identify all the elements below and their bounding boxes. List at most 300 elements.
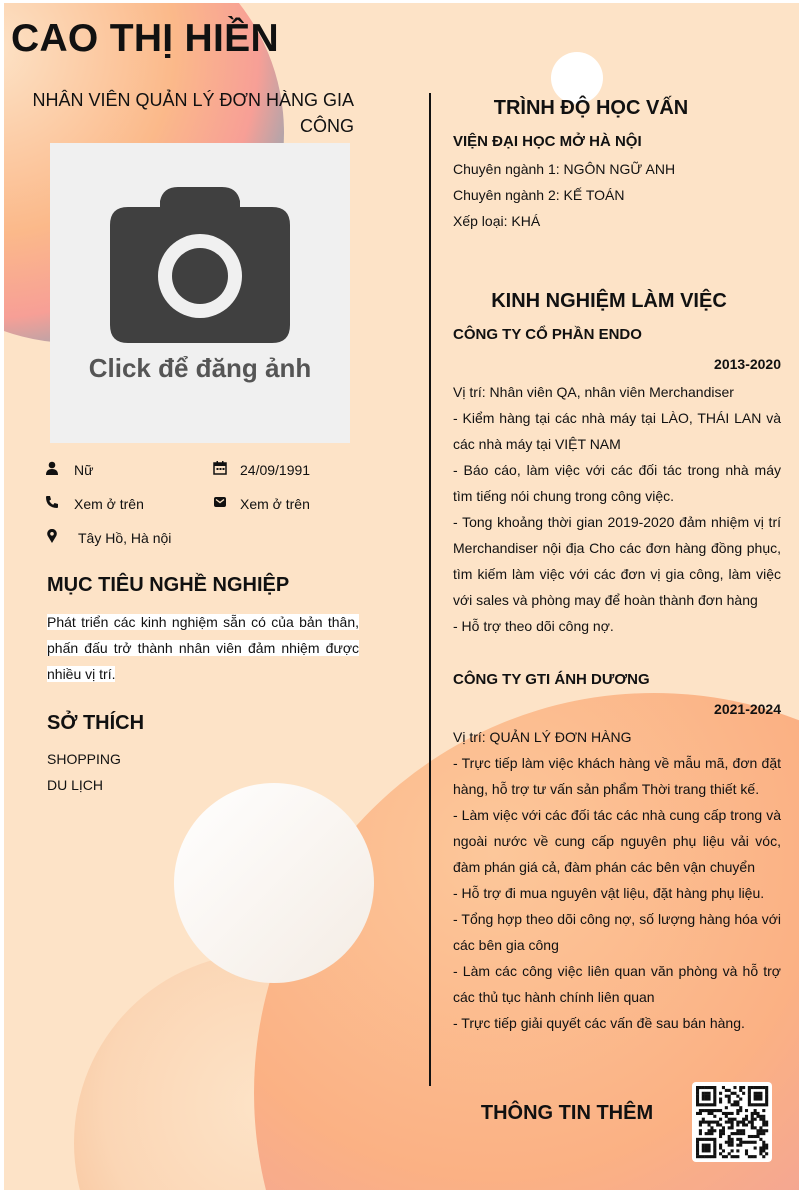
qr-module <box>754 1135 757 1138</box>
education-line: Chuyên ngành 1: NGÔN NGỮ ANH <box>453 161 676 177</box>
qr-module <box>719 1109 722 1112</box>
qr-module <box>699 1132 702 1135</box>
user-icon <box>45 461 59 475</box>
qr-module <box>756 1092 759 1095</box>
qr-module <box>725 1155 728 1158</box>
qr-module <box>696 1086 699 1089</box>
qr-module <box>708 1146 711 1149</box>
qr-module <box>759 1098 762 1101</box>
qr-module <box>708 1095 711 1098</box>
qr-module <box>762 1132 765 1135</box>
qr-module <box>722 1132 725 1135</box>
qr-module <box>736 1149 739 1152</box>
experience-heading: KINH NGHIỆM LÀM VIỆC <box>491 290 727 312</box>
qr-module <box>751 1118 754 1121</box>
qr-module <box>705 1132 708 1135</box>
hobby-item: SHOPPING <box>47 751 121 767</box>
qr-module <box>756 1115 759 1118</box>
qr-module <box>748 1089 751 1092</box>
qr-module <box>731 1138 734 1141</box>
qr-module <box>699 1138 702 1141</box>
qr-module <box>705 1149 708 1152</box>
qr-module <box>733 1132 736 1135</box>
objective-heading: MỤC TIÊU NGHỀ NGHIỆP <box>47 574 290 596</box>
qr-module <box>742 1141 745 1144</box>
qr-module <box>742 1092 745 1095</box>
more-info-heading: THÔNG TIN THÊM <box>480 1102 654 1124</box>
qr-module <box>713 1115 716 1118</box>
qr-module <box>733 1118 736 1121</box>
email-value: Xem ở trên <box>240 496 310 512</box>
qr-module <box>756 1103 759 1106</box>
qr-module <box>754 1118 757 1121</box>
qr-module <box>762 1103 765 1106</box>
qr-module <box>699 1129 702 1132</box>
qr-module <box>702 1149 705 1152</box>
qr-module <box>739 1144 742 1147</box>
qr-module <box>696 1138 699 1141</box>
qr-module <box>765 1152 768 1155</box>
email-icon <box>213 495 227 509</box>
phone-value: Xem ở trên <box>74 496 144 512</box>
qr-module <box>736 1100 739 1103</box>
qr-module <box>745 1149 748 1152</box>
qr-module <box>759 1086 762 1089</box>
qr-module <box>713 1109 716 1112</box>
qr-module <box>696 1152 699 1155</box>
qr-module <box>728 1141 731 1144</box>
qr-module <box>745 1109 748 1112</box>
company-name: CÔNG TY GTI ÁNH DƯƠNG <box>453 671 650 688</box>
qr-module <box>708 1109 711 1112</box>
qr-module <box>728 1135 731 1138</box>
qr-module <box>733 1103 736 1106</box>
school-name: VIỆN ĐẠI HỌC MỞ HÀ NỘI <box>453 133 642 150</box>
qr-module <box>745 1115 748 1118</box>
qr-module <box>708 1129 711 1132</box>
objective-text <box>47 609 359 687</box>
qr-module <box>705 1121 708 1124</box>
column-divider <box>429 93 431 1086</box>
qr-module <box>696 1149 699 1152</box>
qr-module <box>705 1095 708 1098</box>
qr-module <box>710 1121 713 1124</box>
qr-module <box>696 1089 699 1092</box>
qr-module <box>751 1121 754 1124</box>
qr-module <box>708 1103 711 1106</box>
qr-module <box>733 1086 736 1089</box>
qr-module <box>748 1121 751 1124</box>
qr-module <box>754 1155 757 1158</box>
qr-module <box>713 1138 716 1141</box>
qr-module <box>742 1129 745 1132</box>
qr-module <box>702 1121 705 1124</box>
qr-module <box>731 1121 734 1124</box>
qr-module <box>736 1132 739 1135</box>
qr-module <box>759 1118 762 1121</box>
qr-module <box>751 1115 754 1118</box>
qr-module <box>765 1089 768 1092</box>
qr-module <box>742 1118 745 1121</box>
qr-module <box>708 1132 711 1135</box>
qr-module <box>739 1106 742 1109</box>
qr-module <box>705 1092 708 1095</box>
qr-module <box>736 1138 739 1141</box>
qr-module <box>736 1155 739 1158</box>
qr-module <box>759 1092 762 1095</box>
address-value: Tây Hồ, Hà nội <box>78 530 172 546</box>
cv-page <box>4 3 799 1190</box>
qr-module <box>702 1086 705 1089</box>
qr-module <box>696 1103 699 1106</box>
qr-module <box>728 1152 731 1155</box>
qr-module <box>762 1115 765 1118</box>
qr-module <box>731 1155 734 1158</box>
qr-module <box>722 1112 725 1115</box>
education-heading: TRÌNH ĐỘ HỌC VẤN <box>493 97 689 119</box>
qr-module <box>748 1092 751 1095</box>
qr-module <box>765 1100 768 1103</box>
qr-module <box>765 1095 768 1098</box>
qr-module <box>745 1123 748 1126</box>
qr-module <box>762 1118 765 1121</box>
qr-module <box>765 1086 768 1089</box>
qr-module <box>710 1138 713 1141</box>
qr-module <box>731 1112 734 1115</box>
job-line: - Làm các công việc liên quan văn phòng và hỗ trợ các thủ tục hành chính liên quan <box>453 963 781 1005</box>
qr-module <box>742 1123 745 1126</box>
qr-module <box>762 1121 765 1124</box>
qr-module <box>696 1098 699 1101</box>
qr-module <box>751 1123 754 1126</box>
qr-module <box>739 1132 742 1135</box>
qr-module <box>696 1100 699 1103</box>
job-line: - Làm việc với các đối tác các nhà cung cấp trong và ngoài nước về cung cấp nguyên phụ liệu vải vóc, đàm phán giá cả, đàm phán các bên vận chuyển <box>453 807 781 875</box>
qr-module <box>719 1144 722 1147</box>
qr-module <box>754 1098 757 1101</box>
qr-module <box>748 1086 751 1089</box>
qr-module <box>708 1112 711 1115</box>
qr-module <box>742 1121 745 1124</box>
qr-module <box>719 1123 722 1126</box>
education-section <box>453 133 781 234</box>
qr-module <box>754 1109 757 1112</box>
qr-module <box>754 1086 757 1089</box>
education-line: Chuyên ngành 2: KẾ TOÁN <box>453 187 625 203</box>
job-line: - Hỗ trợ theo dõi công nợ. <box>453 618 614 634</box>
qr-module <box>751 1155 754 1158</box>
qr-module <box>710 1109 713 1112</box>
phone-icon <box>45 495 59 509</box>
qr-module <box>742 1132 745 1135</box>
qr-module <box>705 1109 708 1112</box>
qr-module <box>748 1141 751 1144</box>
qr-module <box>754 1092 757 1095</box>
qr-module <box>754 1095 757 1098</box>
qr-module <box>728 1112 731 1115</box>
qr-module <box>716 1121 719 1124</box>
qr-module <box>731 1118 734 1121</box>
qr-module <box>725 1141 728 1144</box>
qr-module <box>728 1098 731 1101</box>
qr-module <box>719 1135 722 1138</box>
qr-module <box>739 1089 742 1092</box>
qr-module <box>736 1144 739 1147</box>
qr-code-graphic <box>692 1082 772 1162</box>
qr-module <box>765 1121 768 1124</box>
qr-module <box>759 1149 762 1152</box>
qr-module <box>739 1086 742 1089</box>
qr-module <box>754 1103 757 1106</box>
qr-module <box>745 1118 748 1121</box>
qr-module <box>702 1144 705 1147</box>
qr-module <box>713 1129 716 1132</box>
job-line: - Báo cáo, làm việc với các đối tác trong nhà máy tìm tiếng nói chung trong công việc. <box>453 462 781 504</box>
qr-module <box>756 1132 759 1135</box>
qr-module <box>733 1092 736 1095</box>
qr-module <box>759 1146 762 1149</box>
qr-module <box>731 1132 734 1135</box>
qr-module <box>722 1126 725 1129</box>
qr-module <box>728 1126 731 1129</box>
qr-module <box>702 1109 705 1112</box>
qr-module <box>696 1155 699 1158</box>
qr-module <box>754 1126 757 1129</box>
qr-module <box>748 1098 751 1101</box>
qr-module <box>754 1112 757 1115</box>
qr-module <box>702 1098 705 1101</box>
qr-module <box>708 1144 711 1147</box>
job-line: Vị trí: QUẢN LÝ ĐƠN HÀNG <box>453 729 632 745</box>
qr-module <box>710 1155 713 1158</box>
qr-module <box>713 1149 716 1152</box>
qr-module <box>725 1115 728 1118</box>
qr-module <box>731 1103 734 1106</box>
qr-module <box>702 1146 705 1149</box>
qr-module <box>699 1109 702 1112</box>
qr-module <box>742 1086 745 1089</box>
gender-value: Nữ <box>74 462 94 478</box>
qr-module <box>762 1149 765 1152</box>
qr-module <box>731 1126 734 1129</box>
qr-module <box>725 1095 728 1098</box>
qr-module <box>765 1146 768 1149</box>
qr-module <box>762 1155 765 1158</box>
qr-module <box>756 1135 759 1138</box>
qr-module <box>699 1121 702 1124</box>
company-name: CÔNG TY CỔ PHẦN ENDO <box>453 326 642 343</box>
qr-module <box>751 1112 754 1115</box>
qr-module <box>713 1098 716 1101</box>
qr-module <box>708 1098 711 1101</box>
qr-module <box>762 1109 765 1112</box>
qr-module <box>759 1132 762 1135</box>
qr-module <box>751 1141 754 1144</box>
camera-icon <box>110 187 290 343</box>
qr-module <box>759 1152 762 1155</box>
qr-module <box>722 1149 725 1152</box>
job-entry <box>453 671 781 1036</box>
qr-module <box>739 1121 742 1124</box>
map-marker-icon <box>45 529 59 543</box>
job-entry <box>453 326 781 639</box>
qr-module <box>708 1138 711 1141</box>
qr-module <box>702 1118 705 1121</box>
qr-module <box>713 1086 716 1089</box>
qr-module <box>765 1098 768 1101</box>
qr-module <box>708 1086 711 1089</box>
qr-module <box>739 1138 742 1141</box>
qr-module <box>765 1129 768 1132</box>
qr-module <box>733 1155 736 1158</box>
birthdate-value: 24/09/1991 <box>240 462 311 478</box>
qr-module <box>710 1132 713 1135</box>
qr-module <box>751 1135 754 1138</box>
qr-module <box>748 1155 751 1158</box>
qr-module <box>731 1123 734 1126</box>
qr-module <box>702 1103 705 1106</box>
qr-module <box>756 1086 759 1089</box>
qr-module <box>731 1092 734 1095</box>
qr-module <box>719 1092 722 1095</box>
qr-module <box>708 1092 711 1095</box>
qr-module <box>733 1100 736 1103</box>
qr-module <box>725 1106 728 1109</box>
qr-module <box>739 1129 742 1132</box>
qr-module <box>705 1098 708 1101</box>
qr-module <box>756 1112 759 1115</box>
hobbies-list <box>47 746 359 798</box>
job-line: - Hỗ trợ đi mua nguyên vật liệu, đặt hàng phụ liệu. <box>453 885 765 901</box>
qr-module <box>696 1095 699 1098</box>
qr-module <box>696 1092 699 1095</box>
qr-module <box>719 1129 722 1132</box>
qr-module <box>756 1129 759 1132</box>
qr-module <box>762 1144 765 1147</box>
qr-module <box>708 1155 711 1158</box>
qr-module <box>710 1086 713 1089</box>
qr-module <box>728 1118 731 1121</box>
qr-module <box>710 1126 713 1129</box>
photo-upload[interactable] <box>50 143 350 443</box>
qr-module <box>699 1086 702 1089</box>
qr-module <box>759 1138 762 1141</box>
qr-module <box>759 1103 762 1106</box>
qr-module <box>739 1141 742 1144</box>
qr-module <box>728 1100 731 1103</box>
qr-module <box>702 1095 705 1098</box>
qr-module <box>725 1112 728 1115</box>
job-period: 2013-2020 <box>714 356 781 372</box>
qr-module <box>745 1152 748 1155</box>
qr-module <box>736 1123 739 1126</box>
qr-module <box>765 1092 768 1095</box>
qr-module <box>696 1112 699 1115</box>
qr-module <box>759 1115 762 1118</box>
job-line: - Trực tiếp làm việc khách hàng về mẫu mã, đơn đặt hàng, hỗ trợ tư vấn sản phẩm Thời trang thiết kế. <box>453 755 781 797</box>
qr-module <box>765 1144 768 1147</box>
qr-code-icon <box>692 1082 772 1162</box>
qr-module <box>736 1103 739 1106</box>
hobbies-heading: SỞ THÍCH <box>47 712 145 734</box>
job-line: - Kiểm hàng tại các nhà máy tại LÀO, THÁI LAN và các nhà máy tại VIỆT NAM <box>453 410 781 452</box>
qr-module <box>722 1086 725 1089</box>
qr-module <box>739 1109 742 1112</box>
qr-module <box>705 1138 708 1141</box>
qr-module <box>719 1098 722 1101</box>
qr-module <box>748 1135 751 1138</box>
qr-module <box>759 1095 762 1098</box>
qr-module <box>719 1100 722 1103</box>
qr-module <box>713 1155 716 1158</box>
qr-module <box>748 1095 751 1098</box>
qr-module <box>731 1149 734 1152</box>
qr-module <box>708 1123 711 1126</box>
qr-module <box>759 1129 762 1132</box>
qr-module <box>702 1092 705 1095</box>
qr-module <box>725 1121 728 1124</box>
qr-module <box>705 1144 708 1147</box>
job-line: - Tổng hợp theo dõi công nợ, số lượng hàng hóa với các bên gia công <box>453 911 781 953</box>
qr-module <box>708 1149 711 1152</box>
qr-module <box>728 1089 731 1092</box>
qr-module <box>713 1103 716 1106</box>
qr-module <box>713 1152 716 1155</box>
qr-module <box>708 1121 711 1124</box>
qr-module <box>736 1129 739 1132</box>
qr-module <box>765 1123 768 1126</box>
qr-module <box>762 1086 765 1089</box>
qr-module <box>699 1112 702 1115</box>
qr-module <box>696 1144 699 1147</box>
qr-module <box>751 1103 754 1106</box>
hobby-item: DU LỊCH <box>47 777 104 793</box>
qr-module <box>739 1098 742 1101</box>
qr-module <box>716 1123 719 1126</box>
qr-module <box>762 1146 765 1149</box>
qr-module <box>759 1126 762 1129</box>
job-line: Vị trí: Nhân viên QA, nhân viên Merchandiser <box>453 384 734 400</box>
qr-module <box>705 1155 708 1158</box>
qr-module <box>702 1155 705 1158</box>
qr-module <box>713 1100 716 1103</box>
qr-module <box>765 1103 768 1106</box>
qr-module <box>699 1155 702 1158</box>
qr-module <box>728 1095 731 1098</box>
qr-module <box>736 1112 739 1115</box>
qr-module <box>728 1138 731 1141</box>
qr-module <box>713 1144 716 1147</box>
qr-module <box>699 1123 702 1126</box>
qr-module <box>719 1146 722 1149</box>
job-line: - Tong khoảng thời gian 2019-2020 đảm nhiệm vị trí Merchandiser nội địa Cho các đơn hàng đồng phục, tìm kiếm làm việc với các đơn vị gia công, làm việc với sales và phòng may để hoàn thành đơn hàng <box>453 514 781 608</box>
qr-module <box>713 1095 716 1098</box>
qr-module <box>705 1086 708 1089</box>
qr-module <box>722 1155 725 1158</box>
qr-module <box>736 1095 739 1098</box>
qr-module <box>710 1103 713 1106</box>
qr-module <box>751 1086 754 1089</box>
qr-module <box>713 1141 716 1144</box>
qr-module <box>728 1144 731 1147</box>
qr-module <box>751 1126 754 1129</box>
qr-module <box>748 1103 751 1106</box>
qr-module <box>731 1141 734 1144</box>
qr-module <box>696 1141 699 1144</box>
photo-caption: Click để đăng ảnh <box>88 353 312 383</box>
qr-module <box>745 1141 748 1144</box>
qr-module <box>756 1095 759 1098</box>
